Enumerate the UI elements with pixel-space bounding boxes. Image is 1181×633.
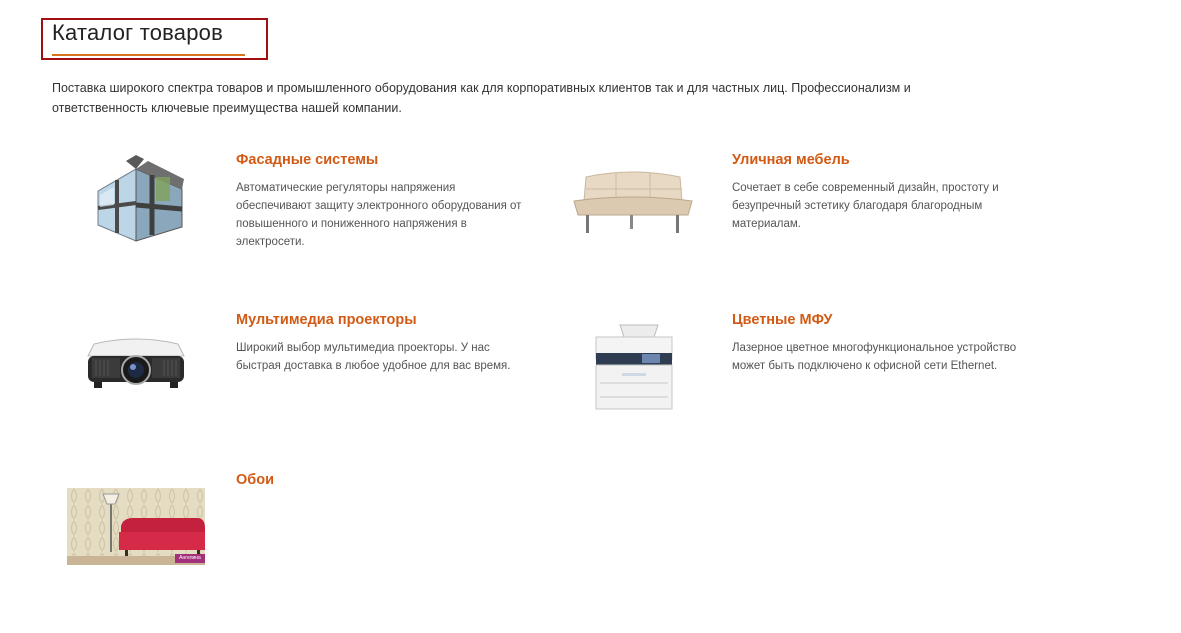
sofa-icon[interactable] [572, 167, 694, 235]
page-title: Каталог товаров [52, 20, 223, 45]
wallpaper-room-icon[interactable] [67, 488, 205, 565]
intro-text: Поставка широкого спектра товаров и промышленного оборудования как для корпоративных клиентов так и для частных лиц. Профессионализм и ответственность ключевые преимущества нашей компании. [52, 81, 911, 115]
catalog-item-title[interactable]: Обои [236, 472, 275, 488]
catalog-item-title[interactable]: Цветные МФУ [732, 312, 833, 328]
catalog-item-title[interactable]: Уличная мебель [732, 152, 850, 168]
title-underline [52, 54, 245, 56]
printer-icon[interactable] [592, 323, 676, 411]
wallpaper-image-caption: Ангелина [179, 555, 201, 561]
facade-window-icon[interactable] [92, 155, 192, 245]
catalog-item-description: Широкий выбор мультимедиа проекторы. У нас быстрая доставка в любое удобное для вас время. [236, 342, 511, 372]
catalog-item-title[interactable]: Фасадные системы [236, 152, 379, 168]
catalog-item-title[interactable]: Мультимедиа проекторы [236, 312, 417, 328]
catalog-item-description: Сочетает в себе современный дизайн, простоту и безупречный эстетику благодаря благородным материалам. [732, 182, 999, 230]
catalog-item-description: Автоматические регуляторы напряжения обеспечивают защиту электронного оборудования от повышенного и пониженного напряжения в электросети. [236, 182, 522, 248]
catalog-item-description: Лазерное цветное многофункциональное устройство может быть подключено к офисной сети Ethernet. [732, 342, 1017, 372]
projector-icon[interactable] [84, 334, 188, 390]
